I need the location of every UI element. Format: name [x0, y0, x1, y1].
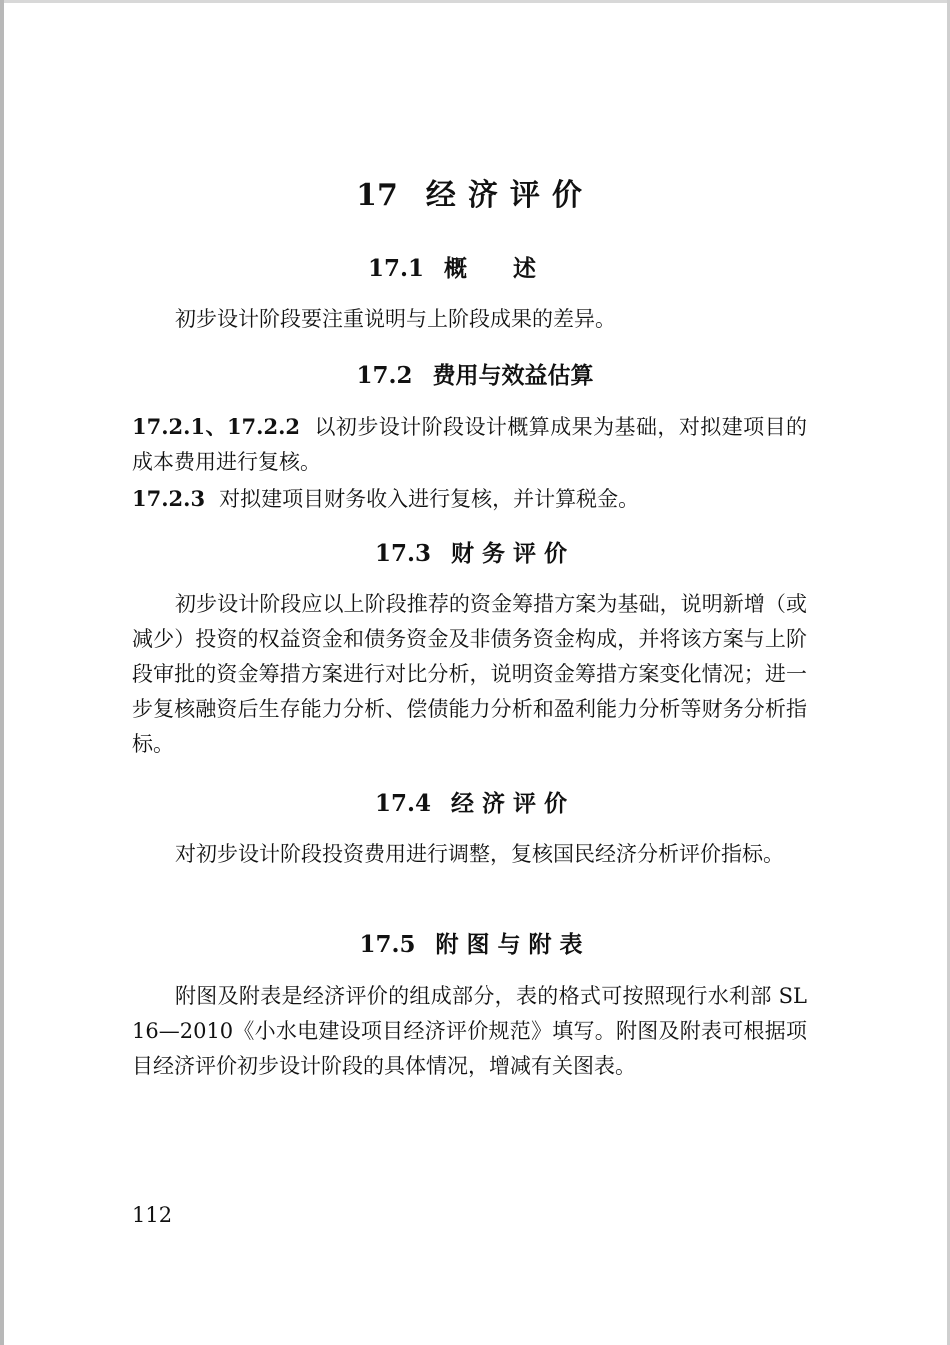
section-title: 经济评价 [451, 790, 576, 817]
clause-text: 对拟建项目财务收入进行复核，并计算税金。 [219, 487, 640, 511]
section-number: 17.1 [367, 255, 425, 282]
chapter-heading [0, 170, 950, 214]
paragraph-17-3: 初步设计阶段应以上阶段推荐的资金筹措方案为基础，说明新增（或减少）投资的权益资金和债务资金及非债务资金构成，并将该方案与上阶段审批的资金筹措方案进行对比分析，说明资金筹措方案变化情况；进一步复核融资后生存能力分析、偿债能力分析和盈利能力分析等财务分析指标。 [132, 592, 807, 756]
section-number: 17.3 [374, 540, 432, 567]
section-number: 17.2 [356, 362, 413, 389]
clause-ref: 17.2.1、17.2.2 [132, 414, 301, 439]
clause-ref: 17.2.3 [132, 486, 206, 511]
chapter-title: 经济评价 [425, 178, 594, 213]
section-heading-17-2 [0, 357, 950, 390]
section-number: 17.4 [374, 790, 432, 817]
section-title: 概述 [444, 255, 583, 282]
paragraph-17-4: 对初步设计阶段投资费用进行调整，复核国民经济分析评价指标。 [175, 842, 784, 866]
section-heading-17-4 [0, 785, 950, 818]
page-number: 112 [132, 1203, 173, 1227]
section-number: 17.5 [359, 931, 416, 958]
section-heading-17-1 [0, 250, 950, 283]
section-title: 费用与效益估算 [432, 362, 594, 389]
clause-text: 以初步设计阶段设计概算成果为基础，对拟建项目的成本费用进行复核。 [132, 415, 808, 474]
section-title: 附图与附表 [435, 931, 591, 958]
paragraph-17-5: 附图及附表是经济评价的组成部分，表的格式可按照现行水利部 SL 16—2010《小水电建设项目经济评价规范》填写。附图及附表可根据项目经济评价初步设计阶段的具体情况，增减有关图表。 [132, 984, 807, 1078]
paragraph-17-2-1 [132, 409, 807, 480]
chapter-number: 17 [356, 178, 398, 213]
scan-edge-top [0, 0, 950, 3]
section-title: 财务评价 [451, 540, 576, 567]
section-heading-17-5 [0, 926, 950, 959]
paragraph-17-2-3 [132, 481, 807, 517]
section-heading-17-3 [0, 535, 950, 568]
paragraph-17-1: 初步设计阶段要注重说明与上阶段成果的差异。 [175, 307, 616, 331]
